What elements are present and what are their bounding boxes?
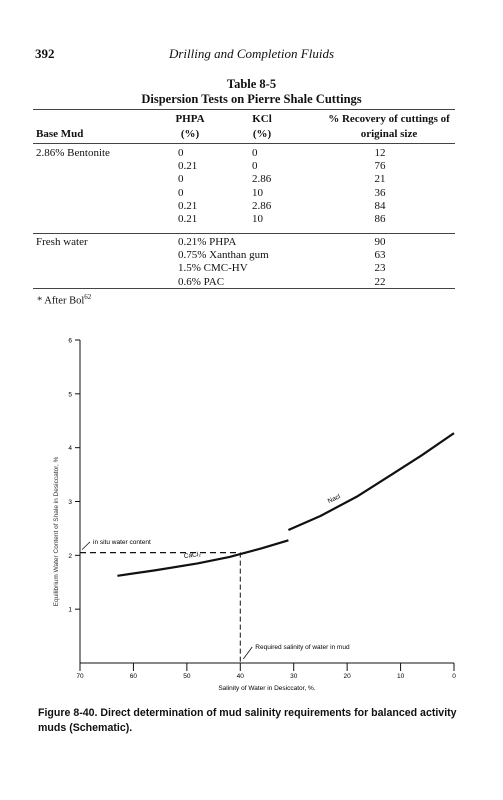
recovery-cell: 76 [374,160,386,173]
phpa-cell: 0 [178,173,184,186]
y-tick-label: 3 [68,499,72,506]
recovery-cell: 90 [374,236,386,248]
additive-cell: 0.75% Xanthan gum [178,249,269,262]
series-label-nacl: Nacl [326,493,342,506]
x-tick-label: 60 [129,673,138,680]
phpa-cell: 0 [178,186,184,199]
base-mud-cell: 2.86% Bentonite [36,147,110,159]
additive-cell: 0.21% PHPA [178,236,237,248]
page-number: 392 [35,46,55,61]
col-header-kcl: KCl [252,113,272,125]
recovery-cell: 36 [374,186,386,199]
y-axis-label: Equilibrium Water Content of Shale in Desiccator, % [53,456,60,607]
phpa-cell: 0 [178,147,184,159]
required-annotation: Required salinity of water in mud [255,643,350,651]
phpa-cell: 0.21 [178,213,198,225]
kcl-cell: 10 [252,213,263,225]
series-line-1 [288,433,454,530]
col-header-recovery: % Recovery of cuttings of [328,113,450,125]
running-title: Drilling and Completion Fluids [168,46,335,61]
x-tick-label: 40 [236,673,244,680]
recovery-cell: 86 [374,213,386,225]
kcl-cell: 2.86 [252,173,272,186]
table-footnote: * After Bol$^{62}$ [37,293,92,307]
y-tick-label: 2 [68,552,72,560]
base-mud-cell: Fresh water [36,236,88,248]
recovery-cell: 23 [374,262,386,275]
series-label-cacl2: CaCl₂ [183,550,202,561]
kcl-cell: 0 [252,160,258,173]
x-tick-label: 30 [290,673,298,680]
x-axis-label: Salinity of Water in Desiccator, %. [218,685,316,692]
chart-axes [53,338,456,693]
in-situ-annotation: in situ water content [93,538,151,546]
y-tick-label: 1 [68,606,72,614]
recovery-cell: 12 [374,147,386,159]
chart-series [117,433,454,576]
chart-annotations [80,539,350,663]
additive-cell: 1.5% CMC-HV [178,262,248,275]
x-tick-label: 10 [396,673,405,680]
y-tick-label: 6 [68,337,72,345]
kcl-cell: 2.86 [252,199,272,212]
recovery-cell: 22 [374,275,386,288]
x-tick-label: 20 [343,673,351,680]
phpa-cell: 0.21 [178,199,198,212]
recovery-cell: 21 [374,173,386,186]
kcl-cell: 10 [252,186,263,199]
col-header-recovery-line2: original size [360,128,418,140]
kcl-cell: 0 [252,147,258,159]
x-tick-label: 0 [452,673,456,680]
col-header-base-mud: Base Mud [36,128,84,140]
figure-caption: Figure 8-40. Direct determination of mud salinity requirements for balanced activity muds (Schematic). [38,707,457,734]
table-label: Table 8-5 [226,77,277,91]
additive-cell: 0.6% PAC [178,275,225,288]
phpa-cell: 0.21 [178,160,198,173]
table-title: Dispersion Tests on Pierre Shale Cuttings [141,92,362,106]
required-leader [243,647,252,659]
y-tick-label: 4 [68,445,72,453]
col-header-phpa-unit: (%) [180,128,200,140]
col-header-kcl-unit: (%) [252,128,272,140]
y-tick-label: 5 [68,391,72,399]
col-header-phpa: PHPA [175,113,205,125]
x-tick-label: 50 [183,673,191,680]
x-tick-label: 70 [76,673,84,680]
recovery-cell: 63 [374,249,386,262]
recovery-cell: 84 [374,199,386,212]
in-situ-leader [82,542,90,550]
